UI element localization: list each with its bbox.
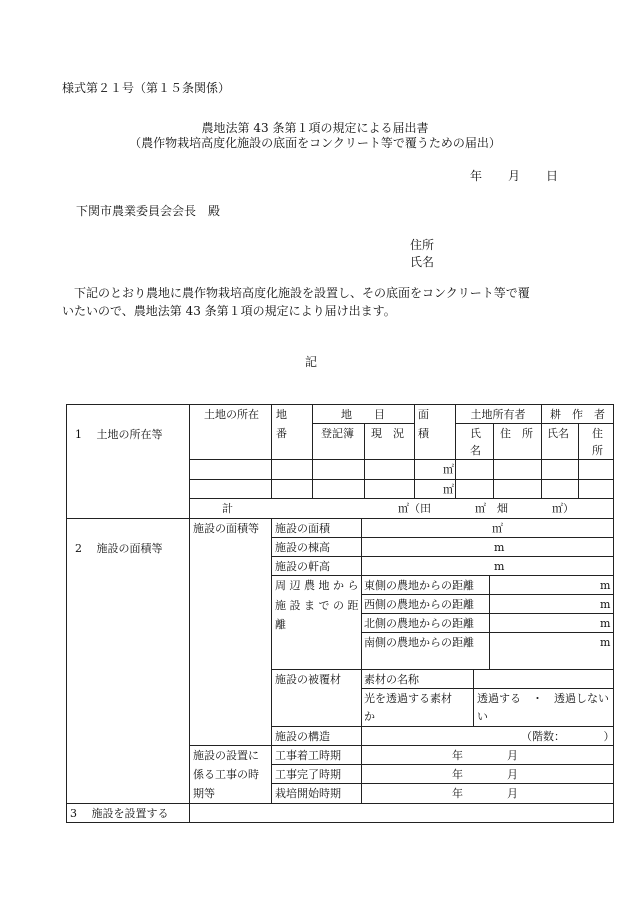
construction-start-label: 工事着工時期	[275, 749, 341, 762]
south-distance-label: 南側の農地からの距離	[364, 636, 474, 649]
east-distance-unit: m	[600, 579, 611, 592]
header-registry: 登記簿	[321, 427, 354, 440]
facility-area-group: 施設の面積等	[193, 522, 259, 535]
rule	[66, 803, 614, 804]
floors-field: （階数： ）	[521, 730, 615, 743]
north-distance-label: 北側の農地からの距離	[364, 617, 474, 630]
rule	[361, 688, 614, 689]
form-title: 農地法第 43 条第１項の規定による届出書	[201, 121, 429, 135]
rule	[271, 575, 614, 576]
name-label: 氏名	[410, 255, 435, 269]
form-subtitle: （農作物栽培高度化施設の底面をコンクリート等で覆うための届出）	[129, 136, 501, 150]
header-cultivator-address-2: 所	[592, 444, 603, 457]
east-distance-label: 東側の農地からの距離	[364, 579, 474, 592]
table-border-left	[66, 404, 67, 822]
translucent-choice-1: 透過する ・ 透過しない	[477, 692, 609, 705]
ridge-height-unit: m	[494, 541, 505, 554]
rule	[578, 423, 579, 499]
section3-label: 3 施設を設置する	[70, 807, 169, 820]
rule	[271, 518, 272, 803]
works-period-label-2: 係る工事の時	[193, 768, 259, 781]
facility-area-label: 施設の面積	[275, 522, 330, 535]
rule	[189, 404, 190, 518]
distance-label-2: 施 設 ま で の 距	[275, 599, 359, 612]
rule	[455, 423, 614, 424]
header-cultivator-address-1: 住	[592, 427, 603, 440]
date-year: 年	[470, 169, 483, 183]
area-unit-row2: ㎡	[443, 483, 454, 496]
structure-label: 施設の構造	[275, 730, 330, 743]
west-distance-unit: m	[600, 598, 611, 611]
rule	[489, 575, 490, 669]
rule	[189, 459, 614, 460]
south-distance-unit: m	[600, 636, 611, 649]
rule	[189, 498, 614, 499]
rule	[271, 726, 614, 727]
total-label: 計	[222, 502, 233, 515]
rule	[493, 423, 494, 499]
construction-end-label: 工事完了時期	[275, 768, 341, 781]
header-owner-name-2: 名	[470, 444, 481, 457]
works-period-label-3: 期等	[193, 787, 215, 800]
rule	[271, 404, 272, 499]
facility-area-unit: ㎡	[492, 522, 503, 535]
rule	[189, 745, 614, 746]
rule	[473, 669, 474, 726]
header-cultivator-name: 氏名	[547, 427, 569, 440]
rule	[189, 518, 190, 822]
works-period-label-1: 施設の設置に	[193, 749, 259, 762]
construction-start-date: 年 月	[452, 749, 518, 762]
rule	[271, 764, 614, 765]
north-distance-unit: m	[600, 617, 611, 630]
address-label: 住所	[410, 238, 435, 252]
rule	[189, 479, 614, 480]
distance-label-3: 離	[275, 618, 286, 631]
ki-heading: 記	[305, 355, 318, 369]
header-land-location: 土地の所在	[204, 408, 259, 421]
rule	[271, 783, 614, 784]
date-month: 月	[508, 169, 521, 183]
total-area-value: ㎡（田 ㎡ 畑 ㎡）	[398, 502, 574, 515]
translucent-label-2: か	[364, 710, 375, 723]
area-unit-row1: ㎡	[443, 463, 454, 476]
header-land-owner: 土地所有者	[470, 408, 526, 421]
rule	[361, 632, 614, 633]
section1-label: 1 土地の所在等	[75, 428, 163, 441]
date-day: 日	[546, 169, 559, 183]
translucent-label-1: 光を透過する素材	[364, 692, 452, 705]
eave-height-unit: m	[494, 560, 505, 573]
rule	[271, 537, 614, 538]
body-text-line2: いたいので、農地法第 43 条第１項の規定により届け出ます。	[62, 304, 396, 318]
header-cultivator: 耕 作 者	[550, 408, 605, 421]
header-area-1: 面	[418, 408, 429, 421]
cultivation-start-label: 栽培開始時期	[275, 787, 341, 800]
rule	[414, 404, 415, 499]
header-lot-number-2: 番	[276, 427, 287, 440]
translucent-choice-2: い	[477, 710, 488, 723]
covering-material-label: 施設の被覆材	[275, 673, 341, 686]
rule	[361, 518, 362, 803]
section2-label: 2 施設の面積等	[75, 542, 163, 555]
header-land-category: 地 目	[341, 408, 385, 421]
rule	[361, 594, 614, 595]
eave-height-label: 施設の軒高	[275, 560, 330, 573]
header-current-state: 現 況	[371, 427, 404, 440]
rule	[66, 404, 614, 405]
header-area-2: 積	[418, 427, 429, 440]
form-number: 様式第２１号（第１５条関係）	[62, 81, 231, 95]
addressee: 下関市農業委員会会長 殿	[76, 204, 221, 218]
distance-label-1: 周 辺 農 地 か ら	[275, 579, 359, 592]
construction-end-date: 年 月	[452, 768, 518, 781]
rule	[66, 518, 614, 519]
rule	[271, 556, 614, 557]
material-name-label: 素材の名称	[364, 673, 419, 686]
header-owner-name-1: 氏	[470, 427, 481, 440]
rule	[66, 822, 614, 823]
rule	[364, 423, 365, 499]
rule	[271, 669, 614, 670]
header-owner-address: 住 所	[500, 427, 533, 440]
west-distance-label: 西側の農地からの距離	[364, 598, 474, 611]
ridge-height-label: 施設の棟高	[275, 541, 330, 554]
header-lot-number-1: 地	[276, 408, 287, 421]
cultivation-start-date: 年 月	[452, 787, 518, 800]
rule	[361, 613, 614, 614]
body-text-line1: 下記のとおり農地に農作物栽培高度化施設を設置し、その底面をコンクリート等で覆	[74, 286, 530, 300]
rule	[312, 423, 414, 424]
